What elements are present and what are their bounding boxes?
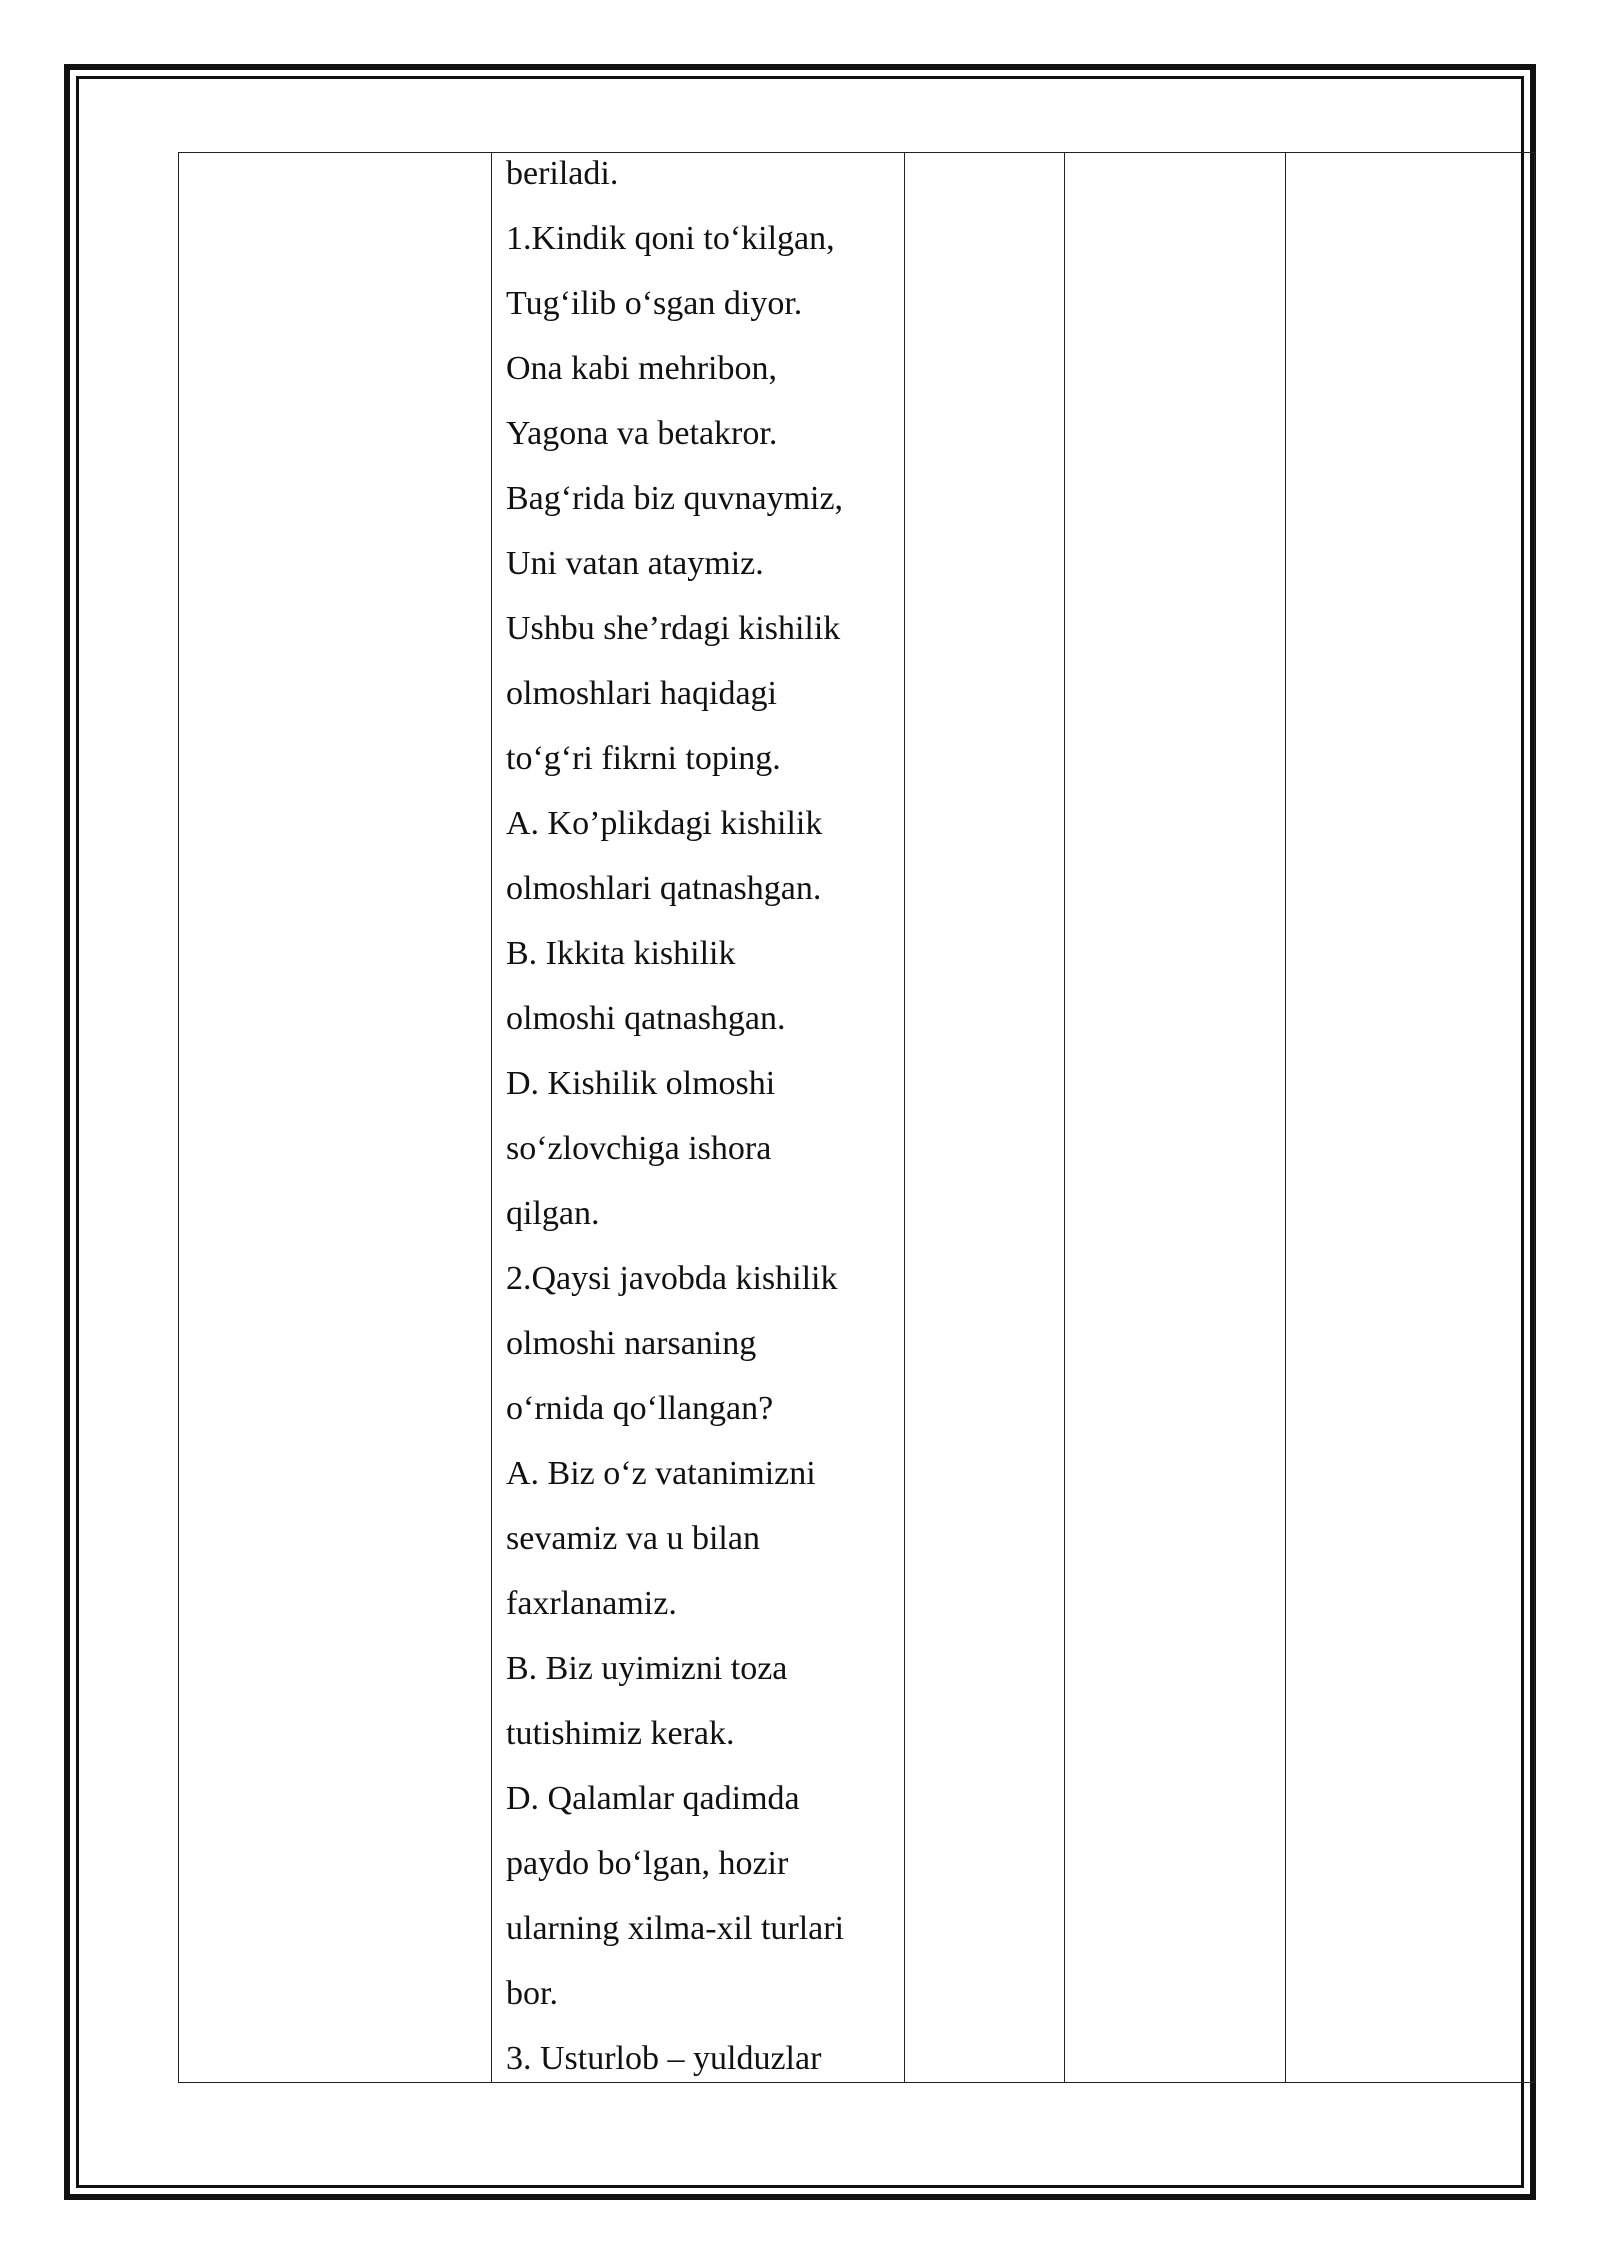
- task-line: bor.: [506, 1975, 558, 2012]
- task-line: paydo bo‘lgan, hozir: [506, 1845, 789, 1882]
- task-line: 1.Kindik qoni to‘kilgan,: [506, 220, 835, 257]
- task-line: Yagona va betakror.: [506, 415, 778, 452]
- task-line: olmoshi narsaning: [506, 1325, 757, 1362]
- task-line: tutishimiz kerak.: [506, 1715, 735, 1752]
- task-line: olmoshlari haqidagi: [506, 675, 778, 712]
- lesson-table: [178, 152, 1535, 2083]
- task-line: B. Ikkita kishilik: [506, 935, 736, 972]
- task-line: A. Ko’plikdagi kishilik: [506, 805, 823, 842]
- task-line: 2.Qaysi javobda kishilik: [506, 1260, 838, 1297]
- task-line: olmoshlari qatnashgan.: [506, 870, 822, 907]
- task-line: 3. Usturlob – yulduzlar: [506, 2040, 822, 2077]
- task-line: Tug‘ilib o‘sgan diyor.: [506, 285, 803, 322]
- table-cell-empty-1: [179, 153, 492, 2083]
- task-line: Ona kabi mehribon,: [506, 350, 777, 387]
- table-cell-empty-4: [1065, 153, 1286, 2083]
- task-line: sevamiz va u bilan: [506, 1520, 760, 1557]
- task-line: ularning xilma-xil turlari: [506, 1910, 845, 1947]
- task-line: Uni vatan ataymiz.: [506, 545, 764, 582]
- task-line: A. Biz o‘z vatanimizni: [506, 1455, 816, 1492]
- task-line: beriladi.: [506, 155, 619, 192]
- table-row: [179, 153, 1535, 2083]
- task-line: qilgan.: [506, 1195, 600, 1232]
- table-cell-task: [492, 153, 905, 2083]
- task-line: B. Biz uyimizni toza: [506, 1650, 788, 1687]
- task-line: so‘zlovchiga ishora: [506, 1130, 772, 1167]
- task-line: D. Qalamlar qadimda: [506, 1780, 800, 1817]
- task-line: Bag‘rida biz quvnaymiz,: [506, 480, 844, 517]
- table-cell-empty-3: [905, 153, 1065, 2083]
- table-cell-empty-5: [1286, 153, 1535, 2083]
- task-line: to‘g‘ri fikrni toping.: [506, 740, 781, 777]
- task-line: D. Kishilik olmoshi: [506, 1065, 776, 1102]
- task-line: Ushbu she’rdagi kishilik: [506, 610, 841, 647]
- task-line: olmoshi qatnashgan.: [506, 1000, 786, 1037]
- task-line: o‘rnida qo‘llangan?: [506, 1390, 774, 1427]
- task-text: [492, 153, 904, 2082]
- task-line: faxrlanamiz.: [506, 1585, 677, 1622]
